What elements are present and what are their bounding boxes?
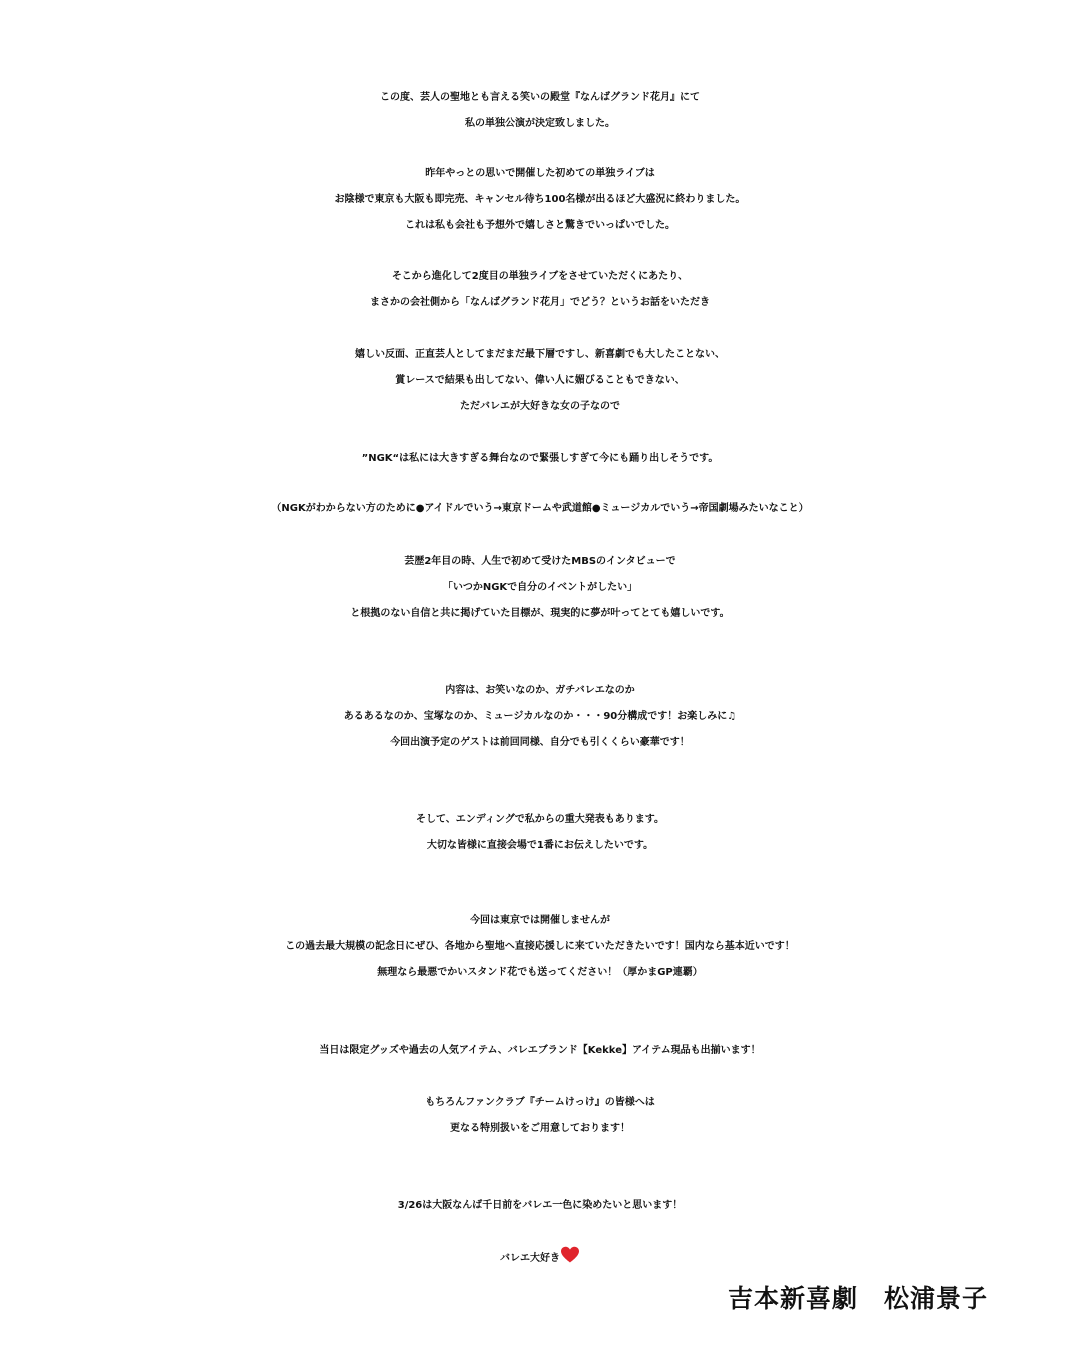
text-line: 嬉しい反面、正直芸人としてまだまだ最下層ですし、新喜劇でも大したことない、 — [355, 349, 725, 360]
text-line: と根拠のない自信と共に掲げていた目標が、現実的に夢が叶ってとても嬉しいです。 — [350, 608, 730, 619]
text-line: この過去最大規模の記念日にぜひ、各地から聖地へ直接応援しに来ていただきたいです！国内なら基本近いです！ — [285, 941, 795, 952]
text-line: まさかの会社側から「なんばグランド花月」でどう？というお話をいただき — [370, 297, 710, 308]
text-line: そこから進化して2度目の単独ライブをさせていただくにあたり、 — [391, 271, 689, 282]
text-line: （NGKがわからない方のために●アイドルでいう→東京ドームや武道館●ミュージカルでいう→帝国劇場みたいなこと） — [271, 503, 809, 514]
text-line: あるあるなのか、宝塚なのか、ミュージカルなのか・・・90分構成です！お楽しみに♫ — [343, 711, 737, 722]
text-line: 賞レースで結果も出してない、偉い人に媚びることもできない、 — [395, 375, 685, 386]
text-line: 内容は、お笑いなのか、ガチバレエなのか — [445, 685, 635, 696]
text-line: 今回は東京では開催しませんが — [470, 915, 610, 926]
text-line: 今回出演予定のゲストは前回同様、自分でも引くくらい豪華です！ — [390, 737, 690, 748]
text-line: 3/26は大阪なんば千日前をバレエ一色に染めたいと思います！ — [397, 1200, 683, 1211]
text-line: 私の単独公演が決定致しました。 — [465, 118, 615, 129]
text-line: 昨年やっとの思いで開催した初めての単独ライブは — [425, 168, 655, 179]
text-line: この度、芸人の聖地とも言える笑いの殿堂『なんばグランド花月』にて — [380, 92, 700, 103]
text-line: ただバレエが大好きな女の子なので — [460, 401, 620, 412]
closing-text: バレエ大好き — [500, 1253, 560, 1264]
closing-line — [0, 1246, 1080, 1270]
text-line: 当日は限定グッズや過去の人気アイテム、バレエブランド【Kekke】アイテム現品も出揃います！ — [319, 1045, 761, 1056]
text-line: もちろんファンクラブ『チームけっけ』の皆様へは — [425, 1097, 655, 1108]
text-line: ”NGK“は私には大きすぎる舞台なので緊張しすぎて今にも踊り出しそうです。 — [361, 453, 719, 464]
text-line: 無理なら最悪でかいスタンド花でも送ってください！（厚かまGP連覇） — [377, 967, 703, 978]
text-line: 更なる特別扱いをご用意しております！ — [450, 1123, 630, 1134]
text-line: そして、エンディングで私からの重大発表もあります。 — [416, 814, 664, 825]
text-line: 「いつかNGKで自分のイベントがしたい」 — [442, 582, 638, 593]
signature: 吉本新喜劇 松浦景子 — [727, 1284, 988, 1313]
text-line: お陰様で東京も大阪も即完売、キャンセル待ち100名様が出るほど大盛況に終わりました。 — [334, 194, 746, 205]
text-line: 大切な皆様に直接会場で1番にお伝えしたいです。 — [426, 840, 654, 851]
text-line: 芸歴2年目の時、人生で初めて受けたMBSのインタビューで — [404, 556, 676, 567]
text-line: これは私も会社も予想外で嬉しさと驚きでいっぱいでした。 — [405, 220, 675, 231]
heart-icon — [560, 1253, 580, 1264]
